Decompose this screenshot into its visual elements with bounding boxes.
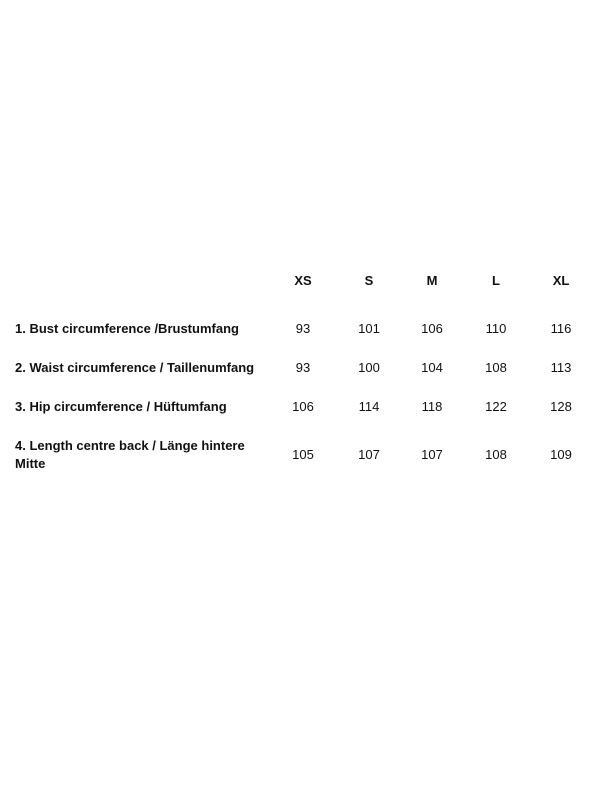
row-label-hip: 3. Hip circumference / Hüftumfang — [15, 399, 227, 414]
row-label-length: 4. Length centre back / Länge hintere Mitte — [15, 438, 245, 471]
size-header-m: M — [426, 273, 438, 288]
table-cell: 106 — [292, 399, 314, 414]
row-label-waist: 2. Waist circumference / Taillenumfang — [15, 360, 255, 375]
table-cell: 107 — [421, 447, 443, 462]
size-header-xs: XS — [294, 273, 312, 288]
table-cell: 106 — [421, 321, 443, 336]
size-header-s: S — [364, 273, 374, 288]
table-cell: 93 — [295, 360, 311, 375]
table-cell: 108 — [485, 447, 507, 462]
table-cell: 93 — [295, 321, 311, 336]
table-cell: 114 — [358, 399, 380, 414]
table-cell: 128 — [550, 399, 572, 414]
table-cell: 110 — [485, 321, 507, 336]
table-cell: 109 — [550, 447, 572, 462]
table-cell: 101 — [358, 321, 380, 336]
table-cell: 107 — [358, 447, 380, 462]
table-cell: 105 — [292, 447, 314, 462]
row-label-bust: 1. Bust circumference /Brustumfang — [15, 321, 239, 336]
table-cell: 118 — [421, 399, 443, 414]
table-cell: 104 — [421, 360, 443, 375]
size-header-xl: XL — [552, 273, 570, 288]
size-header-l: L — [492, 273, 500, 288]
table-cell: 100 — [358, 360, 380, 375]
table-cell: 116 — [550, 321, 572, 336]
table-cell: 122 — [485, 399, 507, 414]
table-cell: 113 — [550, 360, 572, 375]
table-cell: 108 — [485, 360, 507, 375]
